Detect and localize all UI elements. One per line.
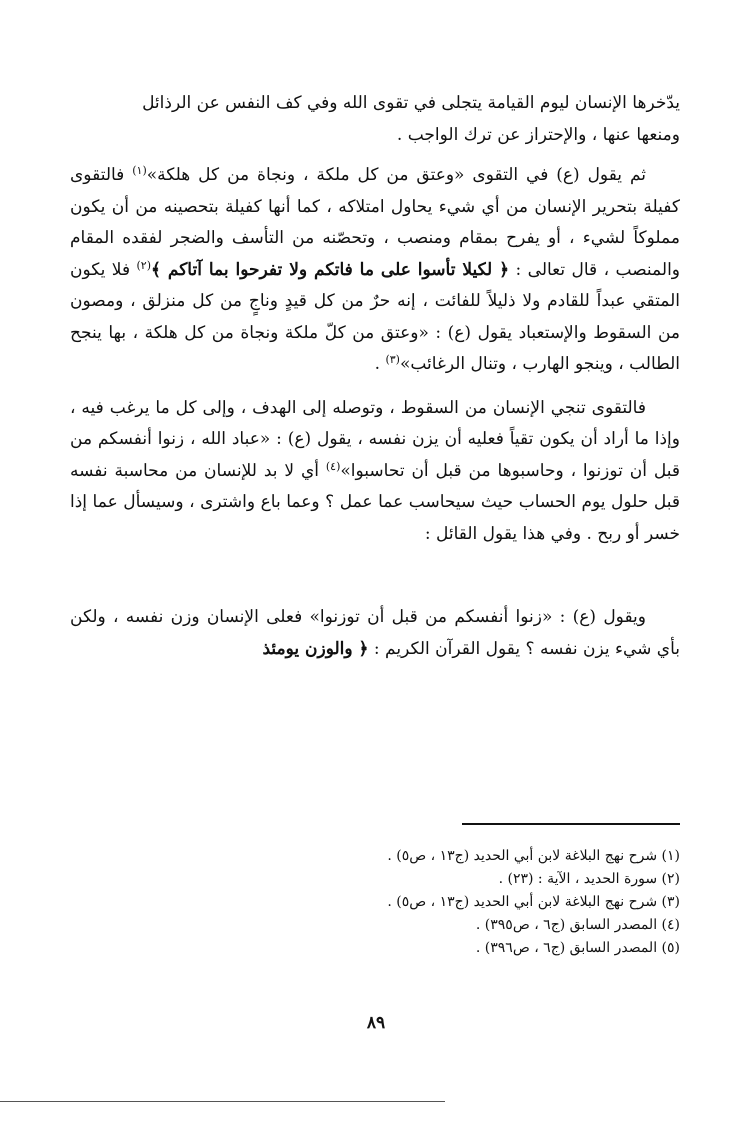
paragraph-4-text-1: ويقول (ع) : «زنوا أنفسكم من قبل أن توزنوا» فعلى الإنسان وزن نفسه ، ولكن بأي شيء يزن نفسه ؟ يقول القرآن الكريم :: [70, 607, 680, 659]
footnote-1: (١) شرح نهج البلاغة لابن أبي الحديد (ج١٣ ، ص٥) .: [387, 848, 680, 864]
paragraph-2-text-3: فلا يكون المتقي عبداً للقادم ولا ذليلاً للفائت ، إنه حرٌ من كل قيدٍ وناجٍ من كل منزلق ، ومصون من السقوط والإستعباد يقول (ع) : «وعتق من كلّ ملكة ونجاة من كل هلكة ، بها ينجح الطالب ، وينجو الهارب ، وتنال الرغائب»: [70, 259, 680, 374]
paragraph-3-text-2: أي لا بد للإنسان من محاسبة نفسه قبل حلول يوم الحساب حيث سيحاسب عما عمل ؟ وعما باع واشترى ، وسيسأل عما إذا خسر أو ربح . وفي هذا يقول القائل :: [70, 460, 680, 544]
main-text: [70, 88, 680, 665]
paragraph-3: [70, 393, 680, 551]
paragraph-1: [70, 88, 680, 151]
paragraph-2: [70, 160, 680, 381]
footnotes: [70, 845, 680, 960]
paragraph-2-text-2: فالتقوى كفيلة بتحرير الإنسان من أي شيء يحاول امتلاكه ، كما أنها كفيلة بتحصينه من أن يكون مملوكاً لشيء ، أو يفرح بمقام ومنصب ، وتحصّنه من التأسف والضجر لفقده المقام والمنصب ، قال تعالى :: [70, 165, 681, 280]
paragraph-2-text-1: ثم يقول (ع) في التقوى «وعتق من كل ملكة ، ونجاة من كل هلكة»: [146, 165, 647, 185]
paragraph-2-text-4: .: [374, 354, 386, 374]
footnote-3: (٣) شرح نهج البلاغة لابن أبي الحديد (ج١٣ ، ص٥) .: [387, 894, 680, 910]
paragraph-1-line-1: يدّخرها الإنسان ليوم القيامة يتجلى في تقوى الله وفي كف النفس عن الرذائل: [142, 93, 680, 113]
footnote-ref-3[interactable]: (٣): [385, 353, 400, 366]
quran-verse-1: ﴿ لكيلا تأسوا على ما فاتكم ولا تفرحوا بما آتاكم ﴾: [151, 259, 510, 280]
page-number: ٨٩: [366, 1013, 386, 1033]
footnote-ref-4[interactable]: (٤): [325, 459, 341, 473]
footnote-separator: [462, 823, 680, 825]
paragraph-4: [70, 602, 680, 665]
footnote-5: (٥) المصدر السابق (ج٦ ، ص٣٩٦) .: [475, 940, 680, 956]
scan-edge-line: [0, 1101, 445, 1102]
footnote-ref-2[interactable]: (٢): [136, 258, 152, 272]
footnote-4: (٤) المصدر السابق (ج٦ ، ص٣٩٥) .: [475, 917, 680, 933]
paragraph-1-line-2: ومنعها عنها ، والإحتراز عن ترك الواجب .: [396, 124, 680, 145]
footnote-2: (٢) سورة الحديد ، الآية : (٢٣) .: [498, 871, 680, 887]
paragraph-3-text-1: فالتقوى تنجي الإنسان من السقوط ، وتوصله إلى الهدف ، وإلى كل ما يرغب فيه ، وإذا ما أراد أن يكون تقياً فعليه أن يزن نفسه ، يقول (ع) : «عباد الله ، زنوا أنفسكم من قبل أن توزنوا ، وحاسبوها من قبل أن تحاسبوا»: [70, 397, 681, 481]
footnote-ref-1[interactable]: (١): [132, 164, 147, 177]
quran-verse-2: ﴿ والوزن يومئذ: [262, 638, 369, 659]
